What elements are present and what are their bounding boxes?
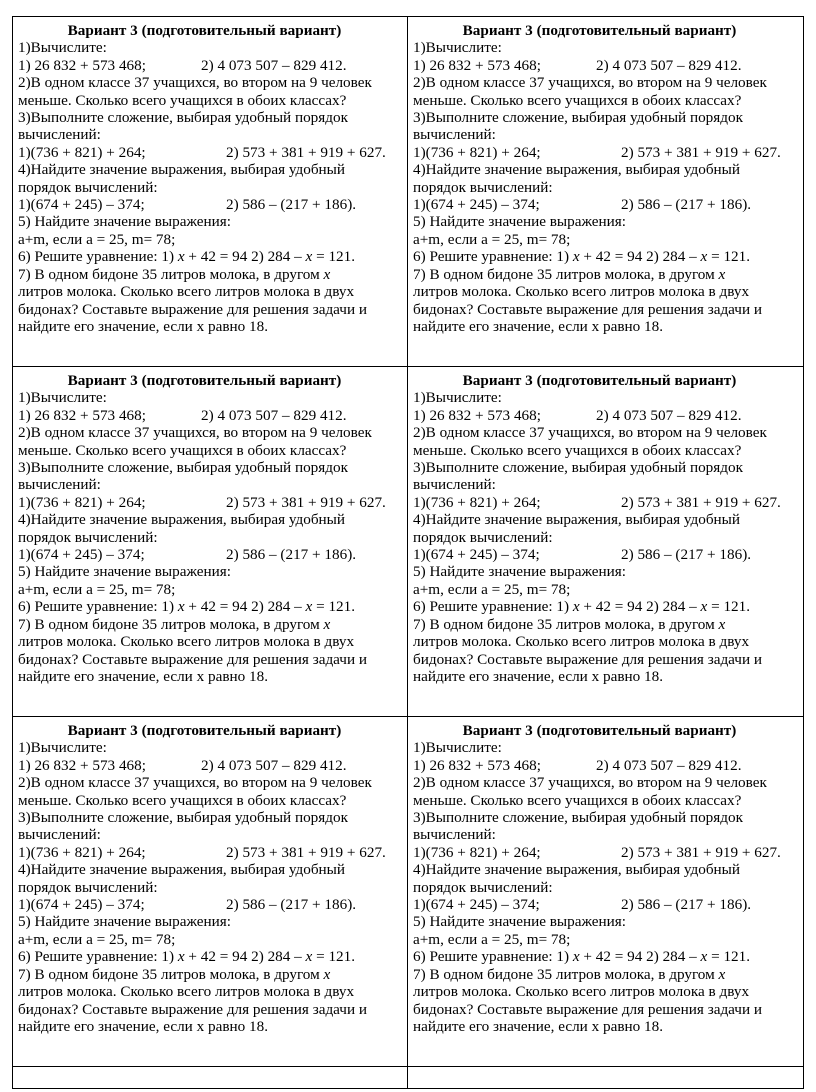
- q7-text: 7) В одном бидоне 35 литров молока, в другом: [413, 265, 719, 283]
- q1-part-a: 1) 26 832 + 573 468;: [413, 756, 541, 774]
- q7-line: бидонах? Составьте выражение для решения задачи и: [413, 650, 763, 668]
- q6-variable: x: [700, 948, 708, 966]
- q5-line: a+m, если a = 25, m= 78;: [18, 580, 176, 598]
- q3-part-a: 1)(736 + 821) + 264;: [413, 843, 541, 861]
- q1-heading: 1)Вычислите:: [18, 739, 107, 757]
- q7-variable: x: [718, 265, 726, 283]
- q7-text: 7) В одном бидоне 35 литров молока, в другом: [18, 615, 324, 633]
- q5-line: 5) Найдите значение выражения:: [18, 213, 231, 231]
- q6-text: 6) Решите уравнение: 1): [18, 248, 178, 266]
- q7-line: бидонах? Составьте выражение для решения задачи и: [413, 300, 763, 318]
- q3-part-a: 1)(736 + 821) + 264;: [413, 143, 541, 161]
- q6-text: 6) Решите уравнение: 1): [413, 248, 573, 266]
- variant-card: [408, 717, 798, 1064]
- variant-title: Вариант 3 (подготовительный вариант): [462, 372, 737, 389]
- q4-line: порядок вычислений:: [18, 178, 158, 196]
- q3-line: 3)Выполните сложение, выбирая удобный порядок: [18, 109, 348, 127]
- q6-line: [413, 598, 798, 615]
- q6-text: = 121.: [312, 598, 356, 616]
- q7-line: литров молока. Сколько всего литров молока в двух: [18, 283, 355, 301]
- q6-variable: x: [700, 248, 708, 266]
- q6-text: 6) Решите уравнение: 1): [18, 948, 178, 966]
- q3-part-a: 1)(736 + 821) + 264;: [18, 493, 146, 511]
- q4-line: порядок вычислений:: [413, 878, 553, 896]
- q5-line: a+m, если a = 25, m= 78;: [413, 930, 571, 948]
- q3-part-b: 2) 573 + 381 + 919 + 627.: [621, 143, 781, 161]
- variant-title: Вариант 3 (подготовительный вариант): [462, 722, 737, 739]
- q7-line: найдите его значение, если х равно 18.: [413, 317, 663, 335]
- variant-title: Вариант 3 (подготовительный вариант): [67, 372, 342, 389]
- q7-line: найдите его значение, если х равно 18.: [18, 317, 268, 335]
- q7-line: [413, 266, 798, 283]
- q7-variable: x: [718, 615, 726, 633]
- variant-title: Вариант 3 (подготовительный вариант): [67, 22, 342, 39]
- q3-part-b: 2) 573 + 381 + 919 + 627.: [226, 493, 386, 511]
- q2-line: меньше. Сколько всего учащихся в обоих классах?: [413, 91, 742, 109]
- q2-line: меньше. Сколько всего учащихся в обоих классах?: [18, 791, 347, 809]
- q7-text: 7) В одном бидоне 35 литров молока, в другом: [18, 265, 324, 283]
- q4-part-b: 2) 586 – (217 + 186).: [621, 546, 752, 564]
- q7-line: [18, 966, 403, 983]
- q5-line: a+m, если a = 25, m= 78;: [413, 230, 571, 248]
- q5-line: a+m, если a = 25, m= 78;: [413, 580, 571, 598]
- q1-part-b: 2) 4 073 507 – 829 412.: [596, 756, 742, 774]
- variant-title: Вариант 3 (подготовительный вариант): [462, 22, 737, 39]
- q7-line: найдите его значение, если х равно 18.: [413, 667, 663, 685]
- q6-variable: x: [305, 598, 313, 616]
- q3-line: вычислений:: [18, 126, 101, 144]
- q7-line: [18, 616, 403, 633]
- q1-heading: 1)Вычислите:: [413, 389, 502, 407]
- q7-line: литров молока. Сколько всего литров молока в двух: [18, 633, 355, 651]
- q6-line: [413, 948, 798, 965]
- q1-heading: 1)Вычислите:: [413, 39, 502, 57]
- q1-part-b: 2) 4 073 507 – 829 412.: [201, 56, 347, 74]
- q6-text: + 42 = 94 2) 284 –: [579, 948, 701, 966]
- variant-card: [13, 367, 403, 714]
- q3-line: 3)Выполните сложение, выбирая удобный порядок: [413, 809, 743, 827]
- q3-part-a: 1)(736 + 821) + 264;: [18, 843, 146, 861]
- q7-variable: x: [323, 965, 331, 983]
- q6-text: 6) Решите уравнение: 1): [413, 598, 573, 616]
- q5-line: a+m, если a = 25, m= 78;: [18, 230, 176, 248]
- q2-line: 2)В одном классе 37 учащихся, во втором на 9 человек: [18, 74, 372, 92]
- variant-card: [13, 717, 403, 1064]
- q6-variable: x: [177, 598, 185, 616]
- q4-line: 4)Найдите значение выражения, выбирая удобный: [18, 861, 346, 879]
- q4-part-b: 2) 586 – (217 + 186).: [621, 896, 752, 914]
- q1-part-b: 2) 4 073 507 – 829 412.: [201, 406, 347, 424]
- q4-line: порядок вычислений:: [18, 878, 158, 896]
- q7-text: 7) В одном бидоне 35 литров молока, в другом: [18, 965, 324, 983]
- q4-line: 4)Найдите значение выражения, выбирая удобный: [413, 861, 741, 879]
- q2-line: 2)В одном классе 37 учащихся, во втором на 9 человек: [413, 74, 767, 92]
- q6-variable: x: [572, 948, 580, 966]
- q4-part-a: 1)(674 + 245) – 374;: [18, 896, 145, 914]
- q6-line: [18, 948, 403, 965]
- q2-line: меньше. Сколько всего учащихся в обоих классах?: [413, 441, 742, 459]
- q7-line: бидонах? Составьте выражение для решения задачи и: [18, 1000, 368, 1018]
- q4-line: порядок вычислений:: [18, 528, 158, 546]
- q7-line: литров молока. Сколько всего литров молока в двух: [18, 983, 355, 1001]
- q7-line: бидонах? Составьте выражение для решения задачи и: [18, 300, 368, 318]
- q5-line: a+m, если a = 25, m= 78;: [18, 930, 176, 948]
- q6-variable: x: [177, 948, 185, 966]
- q1-part-a: 1) 26 832 + 573 468;: [18, 56, 146, 74]
- variant-card: [13, 17, 403, 364]
- q5-line: 5) Найдите значение выражения:: [413, 913, 626, 931]
- q4-line: 4)Найдите значение выражения, выбирая удобный: [413, 511, 741, 529]
- variant-card: [408, 17, 798, 364]
- q6-line: [413, 248, 798, 265]
- q7-variable: x: [323, 615, 331, 633]
- q7-variable: x: [718, 965, 726, 983]
- q4-part-a: 1)(674 + 245) – 374;: [413, 896, 540, 914]
- q6-text: = 121.: [707, 948, 751, 966]
- q3-line: 3)Выполните сложение, выбирая удобный порядок: [413, 109, 743, 127]
- q3-line: вычислений:: [18, 826, 101, 844]
- q6-text: + 42 = 94 2) 284 –: [184, 948, 306, 966]
- q4-line: 4)Найдите значение выражения, выбирая удобный: [18, 161, 346, 179]
- variant-card: [408, 367, 798, 714]
- q7-text: 7) В одном бидоне 35 литров молока, в другом: [413, 615, 719, 633]
- q4-part-b: 2) 586 – (217 + 186).: [621, 196, 752, 214]
- q1-heading: 1)Вычислите:: [18, 389, 107, 407]
- q4-part-b: 2) 586 – (217 + 186).: [226, 196, 357, 214]
- q7-line: литров молока. Сколько всего литров молока в двух: [413, 983, 750, 1001]
- q2-line: меньше. Сколько всего учащихся в обоих классах?: [413, 791, 742, 809]
- q6-variable: x: [700, 598, 708, 616]
- q2-line: меньше. Сколько всего учащихся в обоих классах?: [18, 91, 347, 109]
- q4-part-a: 1)(674 + 245) – 374;: [18, 196, 145, 214]
- q6-variable: x: [305, 948, 313, 966]
- q4-line: 4)Найдите значение выражения, выбирая удобный: [18, 511, 346, 529]
- q7-line: найдите его значение, если х равно 18.: [18, 667, 268, 685]
- q3-part-b: 2) 573 + 381 + 919 + 627.: [621, 493, 781, 511]
- q3-line: 3)Выполните сложение, выбирая удобный порядок: [18, 459, 348, 477]
- q6-variable: x: [572, 598, 580, 616]
- q6-text: = 121.: [312, 948, 356, 966]
- q3-part-a: 1)(736 + 821) + 264;: [413, 493, 541, 511]
- q6-text: + 42 = 94 2) 284 –: [184, 248, 306, 266]
- q2-line: 2)В одном классе 37 учащихся, во втором на 9 человек: [18, 774, 372, 792]
- q3-part-b: 2) 573 + 381 + 919 + 627.: [621, 843, 781, 861]
- q6-variable: x: [572, 248, 580, 266]
- q2-line: 2)В одном классе 37 учащихся, во втором на 9 человек: [413, 424, 767, 442]
- q2-line: 2)В одном классе 37 учащихся, во втором на 9 человек: [413, 774, 767, 792]
- q7-line: найдите его значение, если х равно 18.: [413, 1017, 663, 1035]
- q7-line: литров молока. Сколько всего литров молока в двух: [413, 283, 750, 301]
- q6-text: = 121.: [707, 598, 751, 616]
- variant-title: Вариант 3 (подготовительный вариант): [67, 722, 342, 739]
- q1-part-b: 2) 4 073 507 – 829 412.: [596, 56, 742, 74]
- q3-line: вычислений:: [18, 476, 101, 494]
- q6-variable: x: [177, 248, 185, 266]
- q1-part-a: 1) 26 832 + 573 468;: [18, 756, 146, 774]
- q6-line: [18, 598, 403, 615]
- q7-text: 7) В одном бидоне 35 литров молока, в другом: [413, 965, 719, 983]
- q2-line: 2)В одном классе 37 учащихся, во втором на 9 человек: [18, 424, 372, 442]
- q6-text: 6) Решите уравнение: 1): [413, 948, 573, 966]
- q3-line: 3)Выполните сложение, выбирая удобный порядок: [18, 809, 348, 827]
- q6-text: 6) Решите уравнение: 1): [18, 598, 178, 616]
- q6-text: + 42 = 94 2) 284 –: [579, 598, 701, 616]
- q3-line: 3)Выполните сложение, выбирая удобный порядок: [413, 459, 743, 477]
- q6-line: [18, 248, 403, 265]
- row-divider: [12, 1066, 804, 1067]
- q4-part-b: 2) 586 – (217 + 186).: [226, 896, 357, 914]
- q3-part-b: 2) 573 + 381 + 919 + 627.: [226, 143, 386, 161]
- q1-part-a: 1) 26 832 + 573 468;: [413, 406, 541, 424]
- q3-line: вычислений:: [413, 126, 496, 144]
- q1-part-b: 2) 4 073 507 – 829 412.: [201, 756, 347, 774]
- q7-line: [18, 266, 403, 283]
- q7-line: литров молока. Сколько всего литров молока в двух: [413, 633, 750, 651]
- q5-line: 5) Найдите значение выражения:: [413, 213, 626, 231]
- q5-line: 5) Найдите значение выражения:: [18, 563, 231, 581]
- q3-part-a: 1)(736 + 821) + 264;: [18, 143, 146, 161]
- q4-part-b: 2) 586 – (217 + 186).: [226, 546, 357, 564]
- q1-heading: 1)Вычислите:: [413, 739, 502, 757]
- q5-line: 5) Найдите значение выражения:: [18, 913, 231, 931]
- q7-variable: x: [323, 265, 331, 283]
- q6-text: = 121.: [707, 248, 751, 266]
- q4-line: 4)Найдите значение выражения, выбирая удобный: [413, 161, 741, 179]
- q6-text: = 121.: [312, 248, 356, 266]
- q3-line: вычислений:: [413, 476, 496, 494]
- q6-text: + 42 = 94 2) 284 –: [579, 248, 701, 266]
- q1-part-b: 2) 4 073 507 – 829 412.: [596, 406, 742, 424]
- q4-line: порядок вычислений:: [413, 528, 553, 546]
- q1-heading: 1)Вычислите:: [18, 39, 107, 57]
- q3-part-b: 2) 573 + 381 + 919 + 627.: [226, 843, 386, 861]
- q7-line: бидонах? Составьте выражение для решения задачи и: [413, 1000, 763, 1018]
- q4-part-a: 1)(674 + 245) – 374;: [413, 546, 540, 564]
- q6-text: + 42 = 94 2) 284 –: [184, 598, 306, 616]
- q4-part-a: 1)(674 + 245) – 374;: [413, 196, 540, 214]
- q7-line: бидонах? Составьте выражение для решения задачи и: [18, 650, 368, 668]
- q4-line: порядок вычислений:: [413, 178, 553, 196]
- q3-line: вычислений:: [413, 826, 496, 844]
- q2-line: меньше. Сколько всего учащихся в обоих классах?: [18, 441, 347, 459]
- q6-variable: x: [305, 248, 313, 266]
- q4-part-a: 1)(674 + 245) – 374;: [18, 546, 145, 564]
- worksheet-table: [12, 16, 804, 1089]
- q1-part-a: 1) 26 832 + 573 468;: [413, 56, 541, 74]
- q5-line: 5) Найдите значение выражения:: [413, 563, 626, 581]
- q7-line: [413, 616, 798, 633]
- q1-part-a: 1) 26 832 + 573 468;: [18, 406, 146, 424]
- q7-line: найдите его значение, если х равно 18.: [18, 1017, 268, 1035]
- q7-line: [413, 966, 798, 983]
